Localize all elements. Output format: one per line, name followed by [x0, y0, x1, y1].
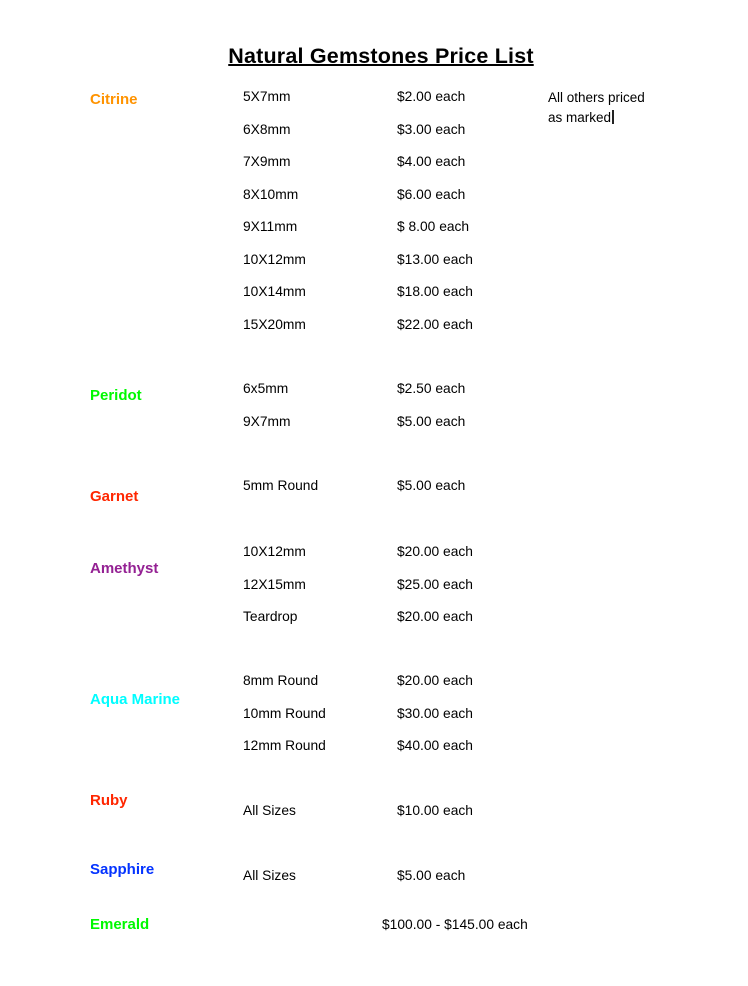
gem-size: 6x5mm — [243, 381, 289, 396]
price-row — [0, 544, 748, 564]
gem-size: All Sizes — [243, 803, 296, 818]
gem-price: $5.00 each — [397, 413, 466, 429]
note-line-2-text: as marked — [548, 110, 612, 125]
gem-name-sapphire: Sapphire — [90, 861, 155, 878]
gem-price: $6.00 each — [397, 186, 466, 202]
gem-price: $20.00 each — [397, 544, 473, 559]
note-line-1: All others priced — [548, 90, 645, 105]
gem-name-amethyst: Amethyst — [90, 560, 159, 577]
gem-price: $4.00 each — [397, 154, 466, 169]
gem-price: $2.00 each — [397, 89, 466, 104]
gem-size: 10X12mm — [243, 251, 306, 267]
gem-price: $5.00 each — [397, 868, 466, 883]
gem-size: 7X9mm — [243, 154, 291, 169]
gem-size: 6X8mm — [243, 121, 291, 137]
gem-price: $20.00 each — [397, 609, 473, 624]
gem-size: 10mm Round — [243, 705, 326, 721]
gem-name-citrine: Citrine — [90, 91, 138, 108]
gem-size: 10X14mm — [243, 284, 306, 299]
gem-price: $5.00 each — [397, 478, 466, 493]
gem-price: $2.50 each — [397, 381, 466, 396]
gem-price: $40.00 each — [397, 738, 473, 753]
price-row — [0, 187, 748, 207]
gem-size: 5X7mm — [243, 89, 291, 104]
gem-price: $22.00 each — [397, 316, 473, 332]
price-row — [0, 917, 748, 937]
gem-size: 9X7mm — [243, 413, 291, 429]
gem-name-emerald: Emerald — [90, 916, 150, 933]
gem-size: All Sizes — [243, 868, 296, 883]
price-row — [0, 414, 748, 434]
price-row — [0, 577, 748, 597]
gem-size: 9X11mm — [243, 219, 298, 234]
price-row — [0, 284, 748, 304]
price-row — [0, 219, 748, 239]
price-row — [0, 609, 748, 629]
gem-size: 12X15mm — [243, 576, 306, 592]
price-row — [0, 673, 748, 693]
gem-price: $13.00 each — [397, 251, 473, 267]
gem-price: $18.00 each — [397, 284, 473, 299]
gem-size: 8X10mm — [243, 186, 299, 202]
gem-name-garnet: Garnet — [90, 488, 139, 505]
gem-price: $ 8.00 each — [397, 219, 470, 234]
gem-price: $100.00 - $145.00 each — [382, 917, 528, 932]
gem-size: 5mm Round — [243, 478, 319, 493]
price-row — [0, 738, 748, 758]
gem-name-aqua-marine: Aqua Marine — [90, 691, 181, 708]
gem-price: $10.00 each — [397, 803, 473, 818]
price-row — [0, 381, 748, 401]
gem-size: 12mm Round — [243, 738, 326, 753]
price-row — [0, 478, 748, 498]
gem-price: $30.00 each — [397, 705, 473, 721]
price-row — [0, 154, 748, 174]
price-row — [0, 317, 748, 337]
price-row — [0, 89, 748, 109]
gem-price: $25.00 each — [397, 576, 473, 592]
document-title: Natural Gemstones Price List — [228, 44, 534, 68]
gem-size: Teardrop — [243, 609, 298, 624]
gem-name-ruby: Ruby — [90, 792, 128, 809]
price-row — [0, 252, 748, 272]
gem-size: 10X12mm — [243, 544, 306, 559]
price-row — [0, 803, 748, 823]
gem-price: $20.00 each — [397, 673, 473, 688]
price-row — [0, 868, 748, 888]
gem-name-peridot: Peridot — [90, 387, 142, 404]
price-row — [0, 122, 748, 142]
gem-price: $3.00 each — [397, 121, 466, 137]
price-row — [0, 706, 748, 726]
gem-size: 15X20mm — [243, 316, 306, 332]
gem-size: 8mm Round — [243, 673, 319, 688]
